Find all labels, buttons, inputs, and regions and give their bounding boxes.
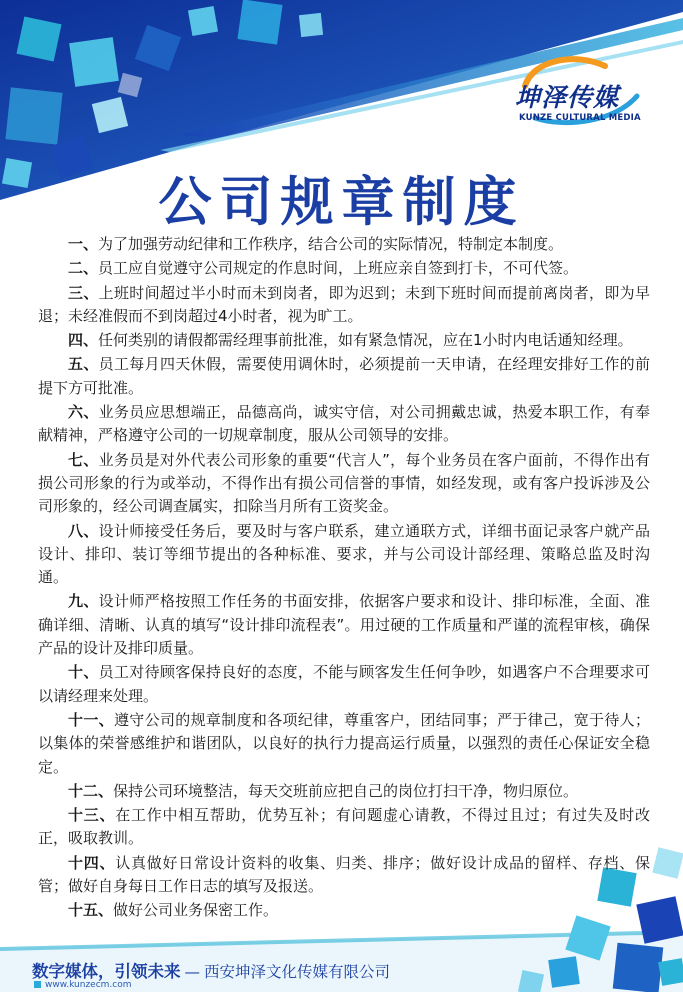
rule-item [38, 353, 650, 400]
rule-item [38, 899, 650, 922]
rule-number: 三、 [68, 283, 99, 302]
rule-number: 五、 [68, 355, 99, 374]
company-logo [505, 56, 655, 126]
rule-item [38, 282, 650, 329]
rule-item [38, 661, 650, 708]
footer [32, 958, 390, 982]
rule-item [38, 590, 650, 660]
rule-item [38, 804, 650, 851]
rule-number: 十、 [68, 663, 99, 682]
rule-item [38, 329, 650, 352]
rule-item [38, 449, 650, 519]
rule-number: 七、 [68, 450, 99, 469]
rule-text: 遵守公司的规章制度和各项纪律，尊重客户，团结同事；严于律己，宽于待人；以集体的荣誉感维护和谐团队，以良好的执行力提高运行质量，以强烈的责任心保证安全稳定。 [38, 710, 650, 776]
footer-url-text: www.kunzecm.com [45, 980, 132, 990]
rule-number: 四、 [68, 331, 99, 350]
logo-name-cn: 坤泽传媒 [515, 83, 620, 112]
rule-number: 十三、 [68, 806, 116, 825]
rule-text: 设计师严格按照工作任务的书面安排，依据客户要求和设计、排印标准，全面、准确详细、清晰、认真的填写“设计排印流程表”。用过硬的工作质量和严谨的流程审核，确保产品的设计及排印质量。 [38, 592, 650, 658]
rule-number: 九、 [68, 592, 99, 611]
rule-text: 员工每月四天休假，需要使用调休时，必须提前一天申请，在经理安排好工作的前提下方可批准。 [38, 355, 650, 397]
rule-item [38, 233, 650, 256]
rule-number: 十四、 [68, 853, 116, 872]
rules-list [38, 233, 650, 924]
rule-text: 业务员应思想端正，品德高尚，诚实守信，对公司拥戴忠诚，热爱本职工作，有奉献精神，严格遵守公司的一切规章制度，服从公司领导的安排。 [38, 403, 650, 445]
rule-number: 二、 [68, 259, 99, 278]
rule-number: 一、 [68, 235, 99, 253]
web-icon [34, 981, 41, 988]
footer-company: 西安坤泽文化传媒有限公司 [204, 963, 391, 981]
footer-slogan: 数字媒体，引领未来 [32, 962, 181, 981]
logo-name-en: KUNZE CULTURAL MEDIA [519, 113, 641, 123]
rule-text: 业务员是对外代表公司形象的重要“代言人”，每个业务员在客户面前，不得作出有损公司形象的行为或举动，不得作出有损公司信誉的事情，如经发现，或有客户投诉涉及公司形象的，经公司调查属实，扣除当月所有工资奖金。 [38, 450, 650, 516]
rule-text: 员工应自觉遵守公司规定的作息时间，上班应亲自签到打卡，不可代签。 [98, 259, 579, 278]
rule-text: 设计师接受任务后，要及时与客户联系，建立通联方式，详细书面记录客户就产品设计、排印、装订等细节提出的各种标准、要求，并与公司设计部经理、策略总监及时沟通。 [38, 521, 650, 587]
rule-number: 十二、 [68, 781, 114, 800]
footer-dash: — [184, 963, 200, 981]
rule-text: 保持公司环境整洁，每天交班前应把自己的岗位打扫干净，物归原位。 [113, 781, 579, 800]
rule-number: 十五、 [68, 901, 114, 920]
rule-item [38, 520, 650, 590]
rule-text: 任何类别的请假都需经理事前批准，如有紧急情况，应在1小时内电话通知经理。 [98, 331, 633, 350]
rule-item [38, 401, 650, 448]
rule-number: 八、 [68, 521, 99, 540]
page-title: 公司规章制度 [158, 172, 525, 233]
rule-item [38, 709, 650, 779]
rule-text: 为了加强劳动纪律和工作秩序，结合公司的实际情况，特制定本制度。 [98, 235, 564, 253]
rule-text: 做好公司业务保密工作。 [113, 901, 279, 920]
rule-item [38, 780, 650, 803]
rule-text: 认真做好日常设计资料的收集、归类、排序；做好设计成品的留样、存档、保管；做好自身每日工作日志的填写及报送。 [38, 853, 650, 896]
rule-item [38, 257, 650, 280]
rule-text: 上班时间超过半小时而未到岗者，即为迟到；未到下班时间而提前离岗者，即为早退；未经准假而不到岗超过4小时者，视为旷工。 [38, 283, 650, 325]
rule-text: 在工作中相互帮助，优势互补；有问题虚心请教，不得过且过；有过失及时改正，吸取教训。 [38, 806, 650, 848]
rule-item [38, 852, 650, 899]
footer-url[interactable] [34, 980, 132, 990]
rule-number: 六、 [68, 403, 99, 422]
rule-number: 十一、 [68, 710, 114, 729]
rule-text: 员工对待顾客保持良好的态度，不能与顾客发生任何争吵，如遇客户不合理要求可以请经理来处理。 [38, 663, 650, 705]
